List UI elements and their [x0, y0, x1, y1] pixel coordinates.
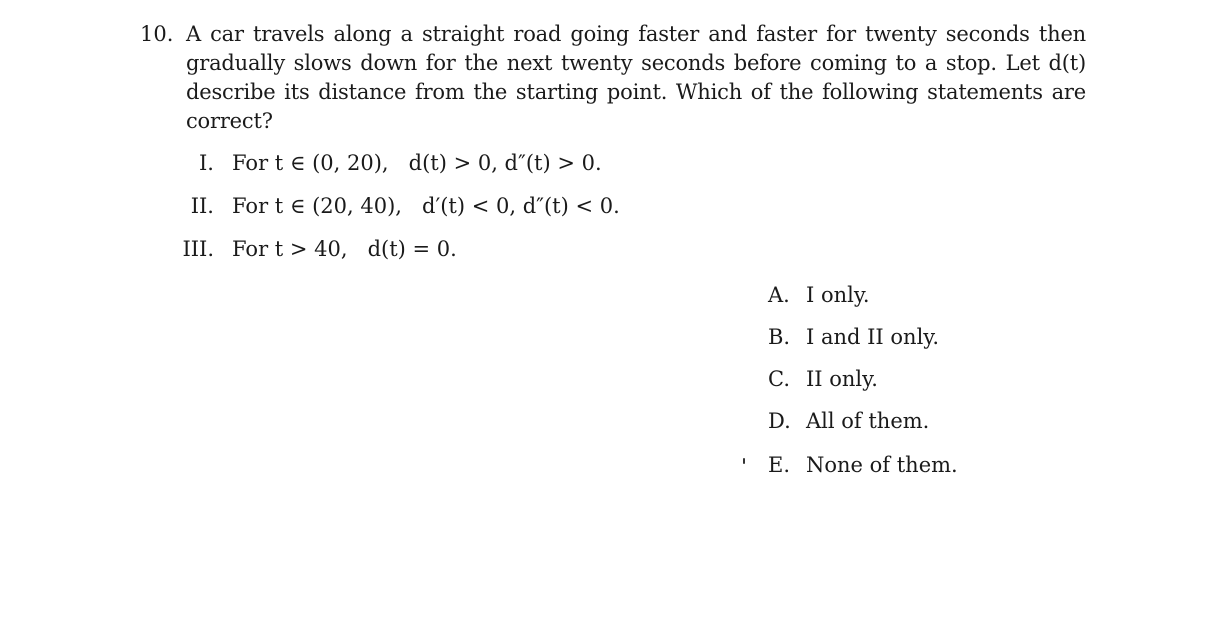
option-letter: E. [768, 453, 791, 477]
statement-2 [190, 193, 620, 219]
option-b [768, 324, 939, 350]
option-text: I and II only. [806, 325, 940, 349]
statement-text: For t ∈ (0, 20), d(t) > 0, d″(t) > 0. [232, 151, 602, 175]
statement-text: For t > 40, d(t) = 0. [232, 237, 457, 261]
option-text: I only. [806, 283, 870, 307]
question-text: A car travels along a straight road going faster and faster for twenty seconds then gradually slows down for the next twenty seconds before coming to a stop. Let d(t) describe its distance from the starting point. Which of the following statements are correct? [186, 22, 1086, 133]
option-text: II only. [806, 367, 878, 391]
option-letter: B. [768, 325, 791, 349]
statement-3 [182, 236, 457, 262]
statement-text: For t ∈ (20, 40), d′(t) < 0, d″(t) < 0. [232, 194, 620, 218]
option-c [768, 366, 878, 392]
statement-label: I. [199, 151, 214, 175]
option-d [768, 408, 929, 434]
option-text: All of them. [806, 409, 930, 433]
option-e [768, 452, 958, 478]
question-number: 10. [140, 22, 174, 46]
option-a [768, 282, 870, 308]
option-letter: D. [768, 409, 791, 433]
option-text: None of them. [806, 453, 958, 477]
statement-label: II. [190, 194, 214, 218]
pencil-mark [743, 458, 745, 464]
statement-1 [199, 150, 602, 176]
option-letter: A. [768, 283, 790, 307]
option-letter: C. [768, 367, 790, 391]
statement-label: III. [182, 237, 214, 261]
